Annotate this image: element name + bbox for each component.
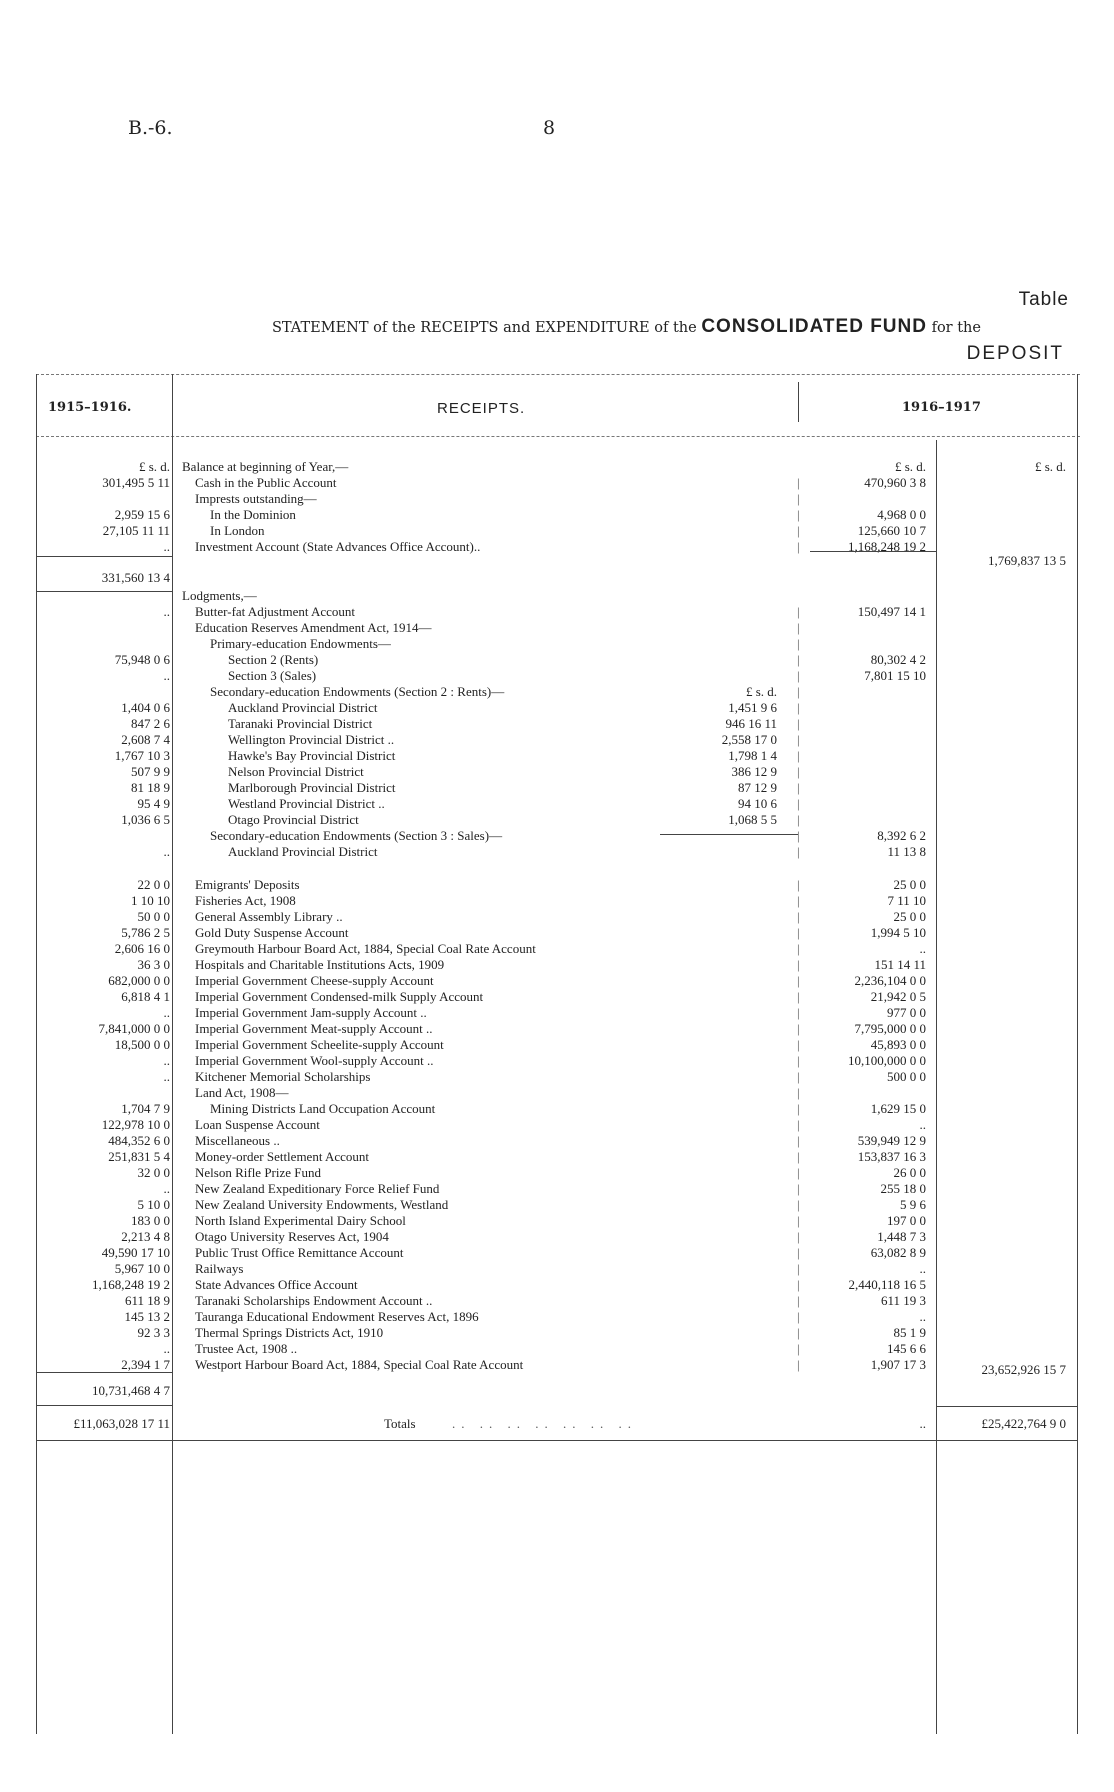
secondary-sum-rule — [660, 834, 798, 835]
cell-c1: 251,831 5 4 — [108, 1149, 170, 1164]
cell-c1: 92 3 3 — [137, 1325, 170, 1340]
fund-name: CONSOLIDATED FUND — [701, 316, 927, 337]
cell-c1: 484,352 6 0 — [108, 1133, 170, 1148]
cell-c1: 2,394 1 7 — [121, 1357, 170, 1372]
table-bottom-rule — [36, 1440, 1077, 1441]
cell-c1: 682,000 0 0 — [108, 973, 170, 988]
row-label: New Zealand Expeditionary Force Relief Fund — [195, 1181, 440, 1196]
table-row — [0, 1229, 1114, 1245]
row-label: Education Reserves Amendment Act, 1914— — [195, 620, 432, 635]
cell-c3: 151 14 11 — [874, 957, 926, 972]
cell-c3: 63,082 8 9 — [870, 1245, 926, 1260]
row-label: In the Dominion — [210, 507, 296, 522]
row-label: Westport Harbour Board Act, 1884, Special Coal Rate Account — [195, 1357, 524, 1372]
table-row — [0, 700, 1114, 716]
column-bar: | — [797, 1117, 800, 1132]
row-label: Cash in the Public Account — [195, 475, 337, 490]
row-label: Imperial Government Jam-supply Account .. — [195, 1005, 427, 1020]
total-1916: £25,422,764 9 0 — [981, 1416, 1066, 1431]
cell-c1: 36 3 0 — [137, 957, 170, 972]
table-row — [0, 636, 1114, 652]
row-label: Gold Duty Suspense Account — [195, 925, 349, 940]
column-bar: | — [797, 636, 800, 651]
table-row — [0, 1069, 1114, 1085]
cell-c1: 27,105 11 11 — [102, 523, 170, 538]
table-row — [0, 1085, 1114, 1101]
column-bar: | — [797, 1245, 800, 1260]
cell-c1: .. — [163, 1069, 170, 1084]
cell-c1: 50 0 0 — [137, 909, 170, 924]
column-bar: | — [797, 539, 800, 554]
row-label: Fisheries Act, 1908 — [195, 893, 296, 908]
column-bar: | — [797, 491, 800, 506]
row-label: Wellington Provincial District .. — [228, 732, 395, 747]
table-row — [0, 1181, 1114, 1197]
column-bar: | — [797, 1229, 800, 1244]
total-1915: £11,063,028 17 11 — [73, 1416, 170, 1431]
cell-c2: 1,451 9 6 — [728, 700, 777, 715]
row-label: New Zealand University Endowments, Westland — [195, 1197, 449, 1212]
cell-c3: 26 0 0 — [893, 1165, 926, 1180]
column-bar: | — [797, 684, 800, 699]
cell-c3: 8,392 6 2 — [877, 828, 926, 843]
cell-c1: 18,500 0 0 — [114, 1037, 170, 1052]
cell-c3: 1,907 17 3 — [870, 1357, 926, 1372]
column-bar: | — [797, 1181, 800, 1196]
cell-c3: .. — [919, 1261, 926, 1276]
row-label: Public Trust Office Remittance Account — [195, 1245, 404, 1260]
column-bar: | — [797, 828, 800, 843]
column-bar: | — [797, 893, 800, 908]
column-bar: | — [797, 1133, 800, 1148]
table-label: Table — [1018, 289, 1069, 310]
cell-c1: 145 13 2 — [124, 1309, 170, 1324]
table-row — [0, 957, 1114, 973]
row-label: Kitchener Memorial Scholarships — [195, 1069, 371, 1084]
row-label: Imprests outstanding— — [195, 491, 317, 506]
row-label: General Assembly Library .. — [195, 909, 343, 924]
row-label: Otago Provincial District — [228, 812, 359, 827]
table-row — [0, 684, 1114, 700]
cell-c3: 25 0 0 — [893, 909, 926, 924]
table-row — [0, 539, 1114, 555]
column-bar: | — [797, 1309, 800, 1324]
cell-c2: 87 12 9 — [738, 780, 777, 795]
row-label: Tauranga Educational Endowment Reserves Act, 1896 — [195, 1309, 479, 1324]
column-bar: | — [797, 973, 800, 988]
cell-c3: 25 0 0 — [893, 877, 926, 892]
cell-c3: .. — [919, 1309, 926, 1324]
row-label: Trustee Act, 1908 .. — [195, 1341, 298, 1356]
cell-c3: 611 19 3 — [880, 1293, 926, 1308]
lodgments-heading: Lodgments,— — [182, 588, 257, 603]
row-label: Hawke's Bay Provincial District — [228, 748, 396, 763]
row-label: Mining Districts Land Occupation Account — [210, 1101, 436, 1116]
cell-c3: 21,942 0 5 — [870, 989, 926, 1004]
table-row — [0, 909, 1114, 925]
row-label: North Island Experimental Dairy School — [195, 1213, 406, 1228]
cell-c1: 1 10 10 — [131, 893, 170, 908]
table-row — [0, 1149, 1114, 1165]
subtotal-rule-1b — [810, 551, 936, 552]
row-label: Land Act, 1908— — [195, 1085, 289, 1100]
cell-c1: 507 9 9 — [131, 764, 170, 779]
column-bar: | — [797, 1053, 800, 1068]
cell-c3: 2,236,104 0 0 — [854, 973, 926, 988]
row-label: State Advances Office Account — [195, 1277, 358, 1292]
cell-c1: 1,404 0 6 — [121, 700, 170, 715]
row-label: Investment Account (State Advances Office Account).. — [195, 539, 481, 554]
cell-c2: 386 12 9 — [731, 764, 777, 779]
cell-c3: 80,302 4 2 — [870, 652, 926, 667]
row-label: Railways — [195, 1261, 244, 1276]
cell-c1: 5 10 0 — [137, 1197, 170, 1212]
statement-text: STATEMENT of the RECEIPTS and EXPENDITURE of the — [272, 320, 697, 336]
currency-head-c1: £ s. d. — [138, 459, 170, 474]
table-row — [0, 1165, 1114, 1181]
column-bar: | — [797, 700, 800, 715]
row-label: Otago University Reserves Act, 1904 — [195, 1229, 389, 1244]
cell-c3: 1,994 5 10 — [870, 925, 926, 940]
table-row — [0, 780, 1114, 796]
table-row — [0, 1197, 1114, 1213]
subtotal-1916-lodgments: 23,652,926 15 7 — [981, 1362, 1066, 1377]
table-row — [0, 796, 1114, 812]
cell-c1: .. — [163, 1181, 170, 1196]
column-bar: | — [797, 877, 800, 892]
row-label: Miscellaneous .. — [195, 1133, 280, 1148]
cell-c1: 1,767 10 3 — [114, 748, 170, 763]
cell-c3: 10,100,000 0 0 — [848, 1053, 926, 1068]
table-row — [0, 941, 1114, 957]
cell-c1: 22 0 0 — [137, 877, 170, 892]
column-bar: | — [797, 989, 800, 1004]
cell-c3: 1,448 7 3 — [877, 1229, 926, 1244]
row-label: Secondary-education Endowments (Section 3 : Sales)— — [210, 828, 503, 843]
column-bar: | — [797, 1341, 800, 1356]
lodgments-heading-row — [0, 588, 1114, 604]
subtotal-1915-lodgments: 10,731,468 4 7 — [92, 1383, 170, 1398]
cell-c1: .. — [163, 668, 170, 683]
cell-c3: 7,795,000 0 0 — [854, 1021, 926, 1036]
column-bar: | — [797, 668, 800, 683]
column-bar: | — [797, 812, 800, 827]
table-row — [0, 1309, 1114, 1325]
column-bar: | — [797, 844, 800, 859]
table-top-rule — [36, 374, 1080, 375]
column-bar: | — [797, 909, 800, 924]
cell-c1: 122,978 10 0 — [101, 1117, 170, 1132]
column-bar: | — [797, 604, 800, 619]
column-bar: | — [797, 1085, 800, 1100]
table-row — [0, 1277, 1114, 1293]
cell-c1: .. — [163, 1341, 170, 1356]
cell-c1: 2,959 15 6 — [114, 507, 170, 522]
row-label: Butter-fat Adjustment Account — [195, 604, 356, 619]
cell-c1: 2,608 7 4 — [121, 732, 170, 747]
column-head-receipts: RECEIPTS. — [437, 400, 526, 417]
cell-c3: 539,949 12 9 — [857, 1133, 926, 1148]
table-row — [0, 828, 1114, 844]
column-bar: | — [797, 780, 800, 795]
row-label: Emigrants' Deposits — [195, 877, 300, 892]
currency-head-c4: £ s. d. — [1034, 459, 1066, 474]
cell-c3: 7 11 10 — [887, 893, 926, 908]
cell-c1: .. — [163, 844, 170, 859]
table-row — [0, 652, 1114, 668]
table-row — [0, 1261, 1114, 1277]
row-label: Section 2 (Rents) — [228, 652, 319, 667]
column-bar: | — [797, 1021, 800, 1036]
column-bar: | — [797, 1277, 800, 1292]
table-row — [0, 844, 1114, 860]
column-bar: | — [797, 652, 800, 667]
column-bar: | — [797, 1213, 800, 1228]
cell-c1: 847 2 6 — [131, 716, 170, 731]
cell-c1: 7,841,000 0 0 — [98, 1021, 170, 1036]
column-bar: | — [797, 1149, 800, 1164]
column-bar: | — [797, 1069, 800, 1084]
row-label: Imperial Government Wool-supply Account .. — [195, 1053, 434, 1068]
row-label: Imperial Government Scheelite-supply Account — [195, 1037, 444, 1052]
statement-title — [272, 316, 981, 338]
row-label: Taranaki Scholarships Endowment Account .. — [195, 1293, 433, 1308]
table-row — [0, 748, 1114, 764]
column-bar: | — [797, 1197, 800, 1212]
currency-head-row — [0, 459, 1114, 475]
row-label: In London — [210, 523, 265, 538]
cell-c2: 1,068 5 5 — [728, 812, 777, 827]
column-bar: | — [797, 925, 800, 940]
column-bar: | — [797, 1101, 800, 1116]
cell-c1: 95 4 9 — [137, 796, 170, 811]
row-label: Money-order Settlement Account — [195, 1149, 370, 1164]
table-row — [0, 973, 1114, 989]
table-row — [0, 764, 1114, 780]
cell-c1: 611 18 9 — [124, 1293, 170, 1308]
table-row — [0, 925, 1114, 941]
table-row — [0, 1357, 1114, 1373]
column-bar: | — [797, 1325, 800, 1340]
row-label: Imperial Government Condensed-milk Supply Account — [195, 989, 484, 1004]
cell-c3: 197 0 0 — [887, 1213, 926, 1228]
table-row — [0, 620, 1114, 636]
column-bar: | — [797, 507, 800, 522]
cell-c3: 977 0 0 — [887, 1005, 926, 1020]
cell-c1: 1,036 6 5 — [121, 812, 170, 827]
table-row — [0, 1213, 1114, 1229]
column-head-1915: 1915–1916. — [48, 400, 132, 415]
column-bar: | — [797, 764, 800, 779]
cell-c3: 125,660 10 7 — [857, 523, 926, 538]
cell-c1: 32 0 0 — [137, 1165, 170, 1180]
cell-c2: 94 10 6 — [738, 796, 777, 811]
table-row — [0, 989, 1114, 1005]
row-label: Taranaki Provincial District — [228, 716, 373, 731]
cell-c1: 49,590 17 10 — [101, 1245, 170, 1260]
cell-c1: 75,948 0 6 — [114, 652, 170, 667]
column-bar: | — [797, 620, 800, 635]
total-1916-c3: .. — [919, 1416, 926, 1431]
table-row — [0, 732, 1114, 748]
table-row — [0, 604, 1114, 620]
currency-head-c3: £ s. d. — [894, 459, 926, 474]
cell-c3: 45,893 0 0 — [870, 1037, 926, 1052]
table-row — [0, 523, 1114, 539]
row-label: Auckland Provincial District — [228, 700, 378, 715]
cell-c3: 85 1 9 — [893, 1325, 926, 1340]
column-bar: | — [797, 796, 800, 811]
cell-c1: 301,495 5 11 — [102, 475, 170, 490]
balance-heading: Balance at beginning of Year,— — [182, 459, 349, 474]
column-bar: | — [797, 941, 800, 956]
column-bar: | — [797, 1005, 800, 1020]
header-rule — [36, 436, 1080, 437]
cell-c1: 183 0 0 — [131, 1213, 170, 1228]
cell-c1: 1,168,248 19 2 — [92, 1277, 170, 1292]
table-row — [0, 1101, 1114, 1117]
cell-c3: 2,440,118 16 5 — [848, 1277, 926, 1292]
column-bar: | — [797, 523, 800, 538]
row-label: Nelson Provincial District — [228, 764, 364, 779]
cell-c3: 153,837 16 3 — [857, 1149, 926, 1164]
table-row — [0, 812, 1114, 828]
column-bar: | — [797, 1293, 800, 1308]
cell-c3: 7,801 15 10 — [864, 668, 926, 683]
cell-c3: 145 6 6 — [887, 1341, 926, 1356]
cell-c2: £ s. d. — [745, 684, 777, 699]
table-row — [0, 1021, 1114, 1037]
column-bar: | — [797, 1037, 800, 1052]
cell-c1: .. — [163, 1005, 170, 1020]
row-label: Nelson Rifle Prize Fund — [195, 1165, 322, 1180]
cell-c3: 11 13 8 — [887, 844, 926, 859]
cell-c2: 2,558 17 0 — [721, 732, 777, 747]
table-row — [0, 716, 1114, 732]
subtotal-1916-balance: 1,769,837 13 5 — [988, 553, 1066, 568]
cell-c3: 500 0 0 — [887, 1069, 926, 1084]
cell-c3: 4,968 0 0 — [877, 507, 926, 522]
table-row — [0, 1341, 1114, 1357]
cell-c3: 150,497 14 1 — [857, 604, 926, 619]
row-label: Secondary-education Endowments (Section 2 : Rents)— — [210, 684, 505, 699]
cell-c3: .. — [919, 941, 926, 956]
cell-c2: 946 16 11 — [725, 716, 777, 731]
column-bar: | — [797, 748, 800, 763]
table-row — [0, 893, 1114, 909]
column-bar: | — [797, 1261, 800, 1276]
row-label: Loan Suspense Account — [195, 1117, 320, 1132]
column-bar: | — [797, 716, 800, 731]
cell-c3: 470,960 3 8 — [864, 475, 926, 490]
cell-c1: 5,967 10 0 — [114, 1261, 170, 1276]
row-label: Primary-education Endowments— — [210, 636, 391, 651]
cell-c3: 1,168,248 19 2 — [848, 539, 926, 554]
cell-c2: 1,798 1 4 — [728, 748, 777, 763]
cell-c1: 1,704 7 9 — [121, 1101, 170, 1116]
cell-c1: 2,213 4 8 — [121, 1229, 170, 1244]
cell-c1: 2,606 16 0 — [114, 941, 170, 956]
cell-c3: 1,629 15 0 — [870, 1101, 926, 1116]
row-label: Auckland Provincial District — [228, 844, 378, 859]
cell-c3: 5 9 6 — [900, 1197, 926, 1212]
cell-c1: 5,786 2 5 — [121, 925, 170, 940]
subtotal-rule-2c — [936, 1406, 1077, 1407]
for-the-text: for the — [931, 320, 981, 336]
cell-c1: .. — [163, 1053, 170, 1068]
table-row — [0, 877, 1114, 893]
deposit-heading: DEPOSIT — [966, 343, 1064, 364]
table-row — [0, 1005, 1114, 1021]
cell-c1: 81 18 9 — [131, 780, 170, 795]
table-row — [0, 491, 1114, 507]
table-row — [0, 507, 1114, 523]
column-bar: | — [797, 1357, 800, 1372]
row-label: Westland Provincial District .. — [228, 796, 385, 811]
table-row — [0, 668, 1114, 684]
cell-c3: 255 18 0 — [880, 1181, 926, 1196]
subtotal-rule-2b — [36, 1405, 172, 1406]
table-row — [0, 1133, 1114, 1149]
column-bar: | — [797, 957, 800, 972]
totals-row: £11,063,028 17 11 Totals .. .. .. .. .. .. .. .. £25,422,764 9 0 — [73, 1416, 1066, 1431]
row-label: Imperial Government Meat-supply Account .. — [195, 1021, 433, 1036]
totals-label: Totals — [384, 1416, 416, 1431]
row-label: Thermal Springs Districts Act, 1910 — [195, 1325, 384, 1340]
cell-c3: .. — [919, 1117, 926, 1132]
cell-c1: .. — [163, 539, 170, 554]
row-label: Greymouth Harbour Board Act, 1884, Special Coal Rate Account — [195, 941, 536, 956]
column-bar: | — [797, 732, 800, 747]
subtotal-rule-1a — [36, 556, 172, 557]
subtotal-1915-balance: 331,560 13 4 — [101, 570, 170, 585]
cell-c1: .. — [163, 604, 170, 619]
row-label: Hospitals and Charitable Institutions Acts, 1909 — [195, 957, 445, 972]
row-label: Section 3 (Sales) — [228, 668, 317, 683]
column-rule-header — [798, 382, 799, 422]
table-row — [0, 475, 1114, 491]
table-row — [0, 1245, 1114, 1261]
column-bar: | — [797, 1165, 800, 1180]
cell-c1: 6,818 4 1 — [121, 989, 170, 1004]
table-row — [0, 1325, 1114, 1341]
row-label: Imperial Government Cheese-supply Account — [195, 973, 434, 988]
column-head-1916: 1916–1917 — [902, 400, 981, 415]
subtotal-rule-2a — [36, 1372, 172, 1373]
table-row — [0, 1293, 1114, 1309]
column-bar: | — [797, 475, 800, 490]
row-label: Marlborough Provincial District — [228, 780, 396, 795]
table-row — [0, 1117, 1114, 1133]
table-row — [0, 1053, 1114, 1069]
page-number: 8 — [543, 117, 556, 139]
table-row — [0, 1037, 1114, 1053]
document-reference: B.-6. — [128, 117, 173, 139]
